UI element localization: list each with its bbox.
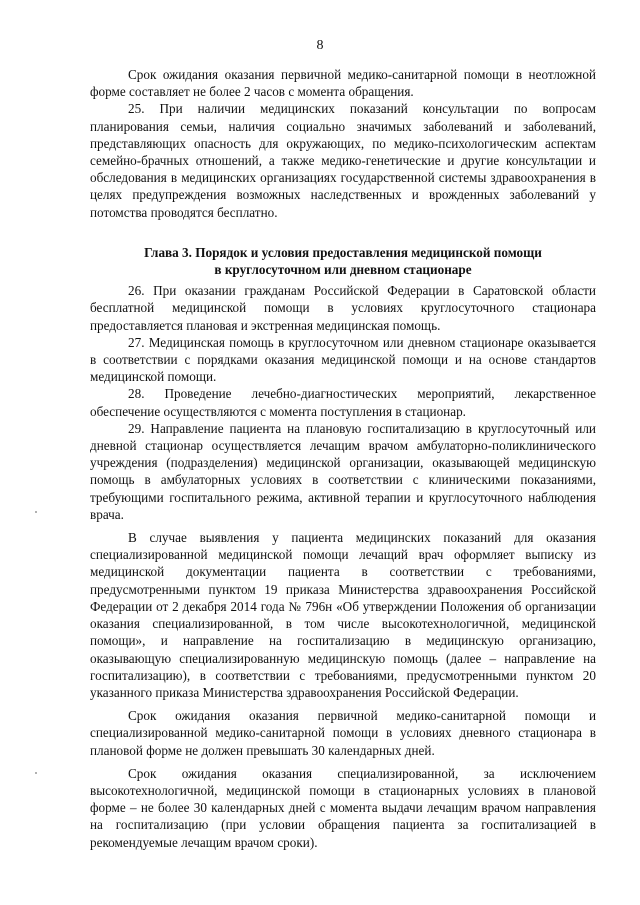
paragraph-29: 29. Направление пациента на плановую госпитализацию в круглосуточный или дневной стационар осуществляется лечащим врачом амбулаторно-поликлинического учреждения (подразделения) медицинской организации, оказывающей медицинскую помощь в амбулаторных условиях в соответствии с клиническими показаниями, требующими госпитального режима, активной терапии и круглосуточного наблюдения врача. <box>90 420 596 522</box>
paragraph-inpatient-wait-time: Срок ожидания оказания специализированной, за исключением высокотехнологичной, медицинской помощи в стационарных условиях в плановой форме – не более 30 календарных дней с момента выдачи лечащим врачом направления на госпитализацию (при условии обращения пациента за госпитализацией в рекомендуемые лечащим врачом сроки). <box>90 765 596 850</box>
scan-speck <box>35 772 37 774</box>
paragraph-27: 27. Медицинская помощь в круглосуточном или дневном стационаре оказывается в соответствии с порядками оказания медицинской помощи и на основе стандартов медицинской помощи. <box>90 334 596 385</box>
paragraph-urgent-wait-time: Срок ожидания оказания первичной медико-санитарной помощи в неотложной форме составляет не более 2 часов с момента обращения. <box>90 67 596 100</box>
paragraph-26: 26. При оказании гражданам Российской Федерации в Саратовской области бесплатной медицинской помощи в условиях круглосуточного стационара предоставляется плановая и экстренная медицинская помощь. <box>90 283 596 333</box>
paragraph-day-hospital-wait-time: Срок ожидания оказания первичной медико-санитарной помощи и специализированной медико-санитарной помощи в условиях дневного стационара в плановой форме не должен превышать 30 календарных дней. <box>90 708 596 758</box>
paragraph-28: 28. Проведение лечебно-диагностических мероприятий, лекарственное обеспечение осуществляются с момента поступления в стационар. <box>90 386 596 419</box>
page-number: 8 <box>316 38 324 53</box>
chapter-heading-line-2: в круглосуточном или дневном стационаре <box>214 262 472 278</box>
paragraph-25: 25. При наличии медицинских показаний консультации по вопросам планирования семьи, наличия социально значимых заболеваний и заболеваний, представляющих опасность для окружающих, по медико-психологическим аспектам семейно-брачных отношений, а также медико-генетические и другие консультации и обследования в медицинских организациях государственной системы здравоохранения в целях предупреждения возможных наследственных и врожденных заболеваний у потомства проводятся бесплатно. <box>90 101 596 220</box>
chapter-heading-line-1: Глава 3. Порядок и условия предоставления медицинской помощи <box>144 244 542 260</box>
chapter-heading <box>90 244 596 278</box>
scan-speck <box>35 511 37 513</box>
document-body <box>90 66 596 851</box>
paragraph-specialized-referral: В случае выявления у пациента медицинских показаний для оказания специализированной медицинской помощи лечащий врач оформляет выписку из медицинской документации пациента в соответствии с требованиями, предусмотренными пунктом 19 приказа Министерства здравоохранения Российской Федерации от 2 декабря 2014 года № 796н «Об утверждении Положения об организации оказания специализированной, в том числе высокотехнологичной, медицинской помощи», и направление на госпитализацию в медицинскую организацию, оказывающую специализированную медицинскую помощь (далее – направление на госпитализацию), в соответствии с требованиями, предусмотренными пунктом 20 указанного приказа Министерства здравоохранения Российской Федерации. <box>90 530 596 700</box>
